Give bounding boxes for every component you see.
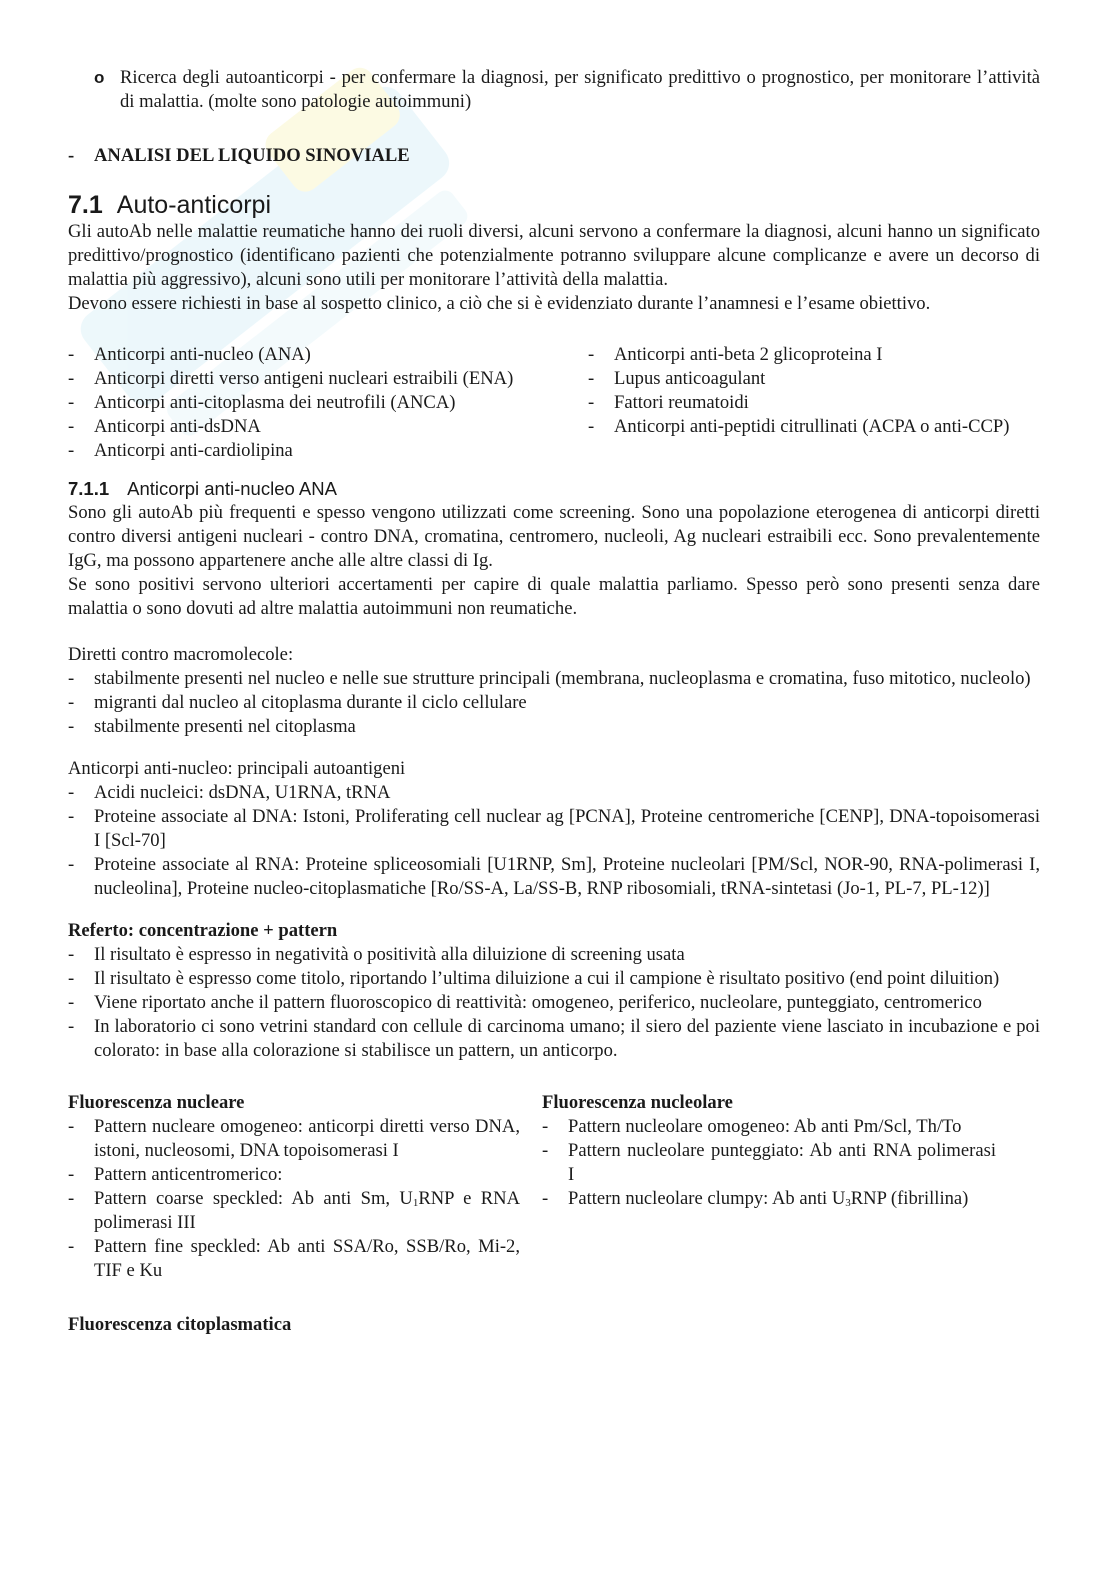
list-item: - Acidi nucleici: dsDNA, U1RNA, tRNA bbox=[68, 781, 1040, 805]
referto-rest: : concentrazione + pattern bbox=[127, 920, 338, 941]
analysis-list bbox=[68, 144, 1040, 168]
item-text: RNP e RNA polimerasi III bbox=[94, 1188, 521, 1233]
macro-list bbox=[68, 667, 1040, 739]
subscript: 3 bbox=[845, 1197, 851, 1209]
subsection-number: 7.1.1 bbox=[68, 478, 110, 499]
list-item: - Lupus anticoagulant bbox=[588, 367, 1040, 391]
subsection-title: Anticorpi anti-nucleo ANA bbox=[127, 478, 337, 499]
section-paragraph: Gli autoAb nelle malattie reumatiche hanno dei ruoli diversi, alcuni servono a confermare la diagnosi, alcuni hanno un significato predittivo/prognostico (identificano pazienti che potenzialmente potranno sviluppare alcune complicanze e avere un decorso di malattia più aggressivo), alcuni sono utili per monitorare l’attività della malattia. bbox=[68, 221, 1040, 290]
list-item: - Anticorpi anti-peptidi citrullinati (ACPA o anti-CCP) bbox=[588, 415, 1040, 439]
list-item: - stabilmente presenti nel citoplasma bbox=[68, 715, 1040, 739]
item-text: Pattern coarse speckled: Ab anti Sm, U bbox=[94, 1188, 413, 1209]
nucleolar-list bbox=[542, 1115, 996, 1211]
macro-intro: Diretti contro macromolecole: bbox=[68, 644, 294, 665]
nucleolar-fluorescence bbox=[542, 1091, 1040, 1283]
list-item: - Il risultato è espresso come titolo, riportando l’ultima diluizione a cui il campione è risultato positivo (end point diluition) bbox=[68, 967, 1040, 991]
list-item: - Fattori reumatoidi bbox=[588, 391, 1040, 415]
antibody-list-right bbox=[588, 343, 1040, 463]
bullet-marker: o bbox=[94, 68, 105, 87]
referto-label: Referto bbox=[68, 920, 128, 941]
referto-heading bbox=[68, 919, 1040, 943]
bullet-text: Ricerca degli autoanticorpi - per confermare la diagnosi, per significato predittivo o prognostico, per monitorare l’attività di malattia. (molte sono patologie autoimmuni) bbox=[120, 67, 1040, 112]
analysis-heading: - ANALISI DEL LIQUIDO SINOVIALE bbox=[68, 144, 1040, 168]
list-item: - In laboratorio ci sono vetrini standard con cellule di carcinoma umano; il siero del paziente viene lasciato in incubazione e poi colorato: in base alla colorazione si stabilisce un pattern, un anticorpo. bbox=[68, 1015, 1040, 1063]
list-item: - stabilmente presenti nel nucleo e nelle sue strutture principali (membrana, nucleoplasma e cromatina, fuso mitotico, nucleolo) bbox=[68, 667, 1040, 691]
nuclear-title: Fluorescenza nucleare bbox=[68, 1092, 245, 1113]
antibody-list-left bbox=[68, 343, 520, 463]
list-item: - Anticorpi anti-dsDNA bbox=[68, 415, 520, 439]
list-item: - migranti dal nucleo al citoplasma durante il ciclo cellulare bbox=[68, 691, 1040, 715]
section-title: Auto-anticorpi bbox=[116, 191, 272, 219]
list-item: - Anticorpi anti-citoplasma dei neutrofili (ANCA) bbox=[68, 391, 520, 415]
section-heading-7-1 bbox=[68, 190, 1040, 220]
list-item: - Proteine associate al DNA: Istoni, Proliferating cell nuclear ag [PCNA], Proteine centromeriche [CENP], DNA-topoisomerasi I [Scl-70] bbox=[68, 805, 1040, 853]
fluorescence-columns bbox=[68, 1091, 1040, 1283]
list-item: - Pattern nucleolare punteggiato: Ab anti RNA polimerasi I bbox=[542, 1139, 996, 1187]
antibody-columns bbox=[68, 343, 1040, 463]
item-text: RNP (fibrillina) bbox=[850, 1188, 969, 1209]
list-item: - Viene riportato anche il pattern fluoroscopico di reattività: omogeneo, periferico, nucleolare, punteggiato, centromerico bbox=[68, 991, 1040, 1015]
list-item: - Proteine associate al RNA: Proteine spliceosomiali [U1RNP, Sm], Proteine nucleolari [PM/Scl, NOR-90, RNA-polimerasi I, nucleolina], Proteine nucleo-citoplasmatiche [Ro/SS-A, La/SS-B, RNP ribosomiali, tRNA-sintetasi (Jo-1, PL-7, PL-12)] bbox=[68, 853, 1040, 901]
list-item bbox=[542, 1187, 996, 1211]
section-paragraph: Devono essere richiesti in base al sospetto clinico, a ciò che si è evidenziato durante l’anamnesi e l’esame obiettivo. bbox=[68, 293, 931, 314]
antigens-list bbox=[68, 781, 1040, 901]
list-item: - Pattern fine speckled: Ab anti SSA/Ro, SSB/Ro, Mi-2, TIF e Ku bbox=[68, 1235, 520, 1283]
subscript: 1 bbox=[412, 1197, 419, 1209]
list-item: - Anticorpi anti-cardiolipina bbox=[68, 439, 520, 463]
antigens-intro: Anticorpi anti-nucleo: principali autoantigeni bbox=[68, 758, 406, 779]
list-item: - Il risultato è espresso in negatività o positività alla diluizione di screening usata bbox=[68, 943, 1040, 967]
nuclear-fluorescence bbox=[68, 1091, 520, 1283]
list-item bbox=[68, 1187, 520, 1235]
list-item: - Anticorpi anti-beta 2 glicoproteina I bbox=[588, 343, 1040, 367]
list-item: - Anticorpi diretti verso antigeni nucleari estraibili (ENA) bbox=[68, 367, 520, 391]
list-item: - Anticorpi anti-nucleo (ANA) bbox=[68, 343, 520, 367]
subsection-paragraph: Sono gli autoAb più frequenti e spesso vengono utilizzati come screening. Sono una popolazione eterogenea di anticorpi diretti contro diversi antigeni nucleari - contro DNA, cromatina, centromero, nucleoli, Ag nucleari estraibili ecc. Sono prevalentemente IgG, ma possono appartenere anche alle altre classi di Ig. bbox=[68, 502, 1040, 571]
cytoplasmic-title: Fluorescenza citoplasmatica bbox=[68, 1314, 292, 1335]
subsection-paragraph: Se sono positivi servono ulteriori accertamenti per capire di quale malattia parliamo. Spesso però sono presenti senza dare malattia o sono dovuti ad altre malattia autoimmuni non reumatiche. bbox=[68, 574, 1040, 619]
referto-list bbox=[68, 943, 1040, 1063]
nucleolar-title: Fluorescenza nucleolare bbox=[542, 1092, 733, 1113]
document-page bbox=[68, 66, 1040, 1337]
section-number: 7.1 bbox=[68, 191, 103, 219]
list-item: - Pattern nucleolare omogeneo: Ab anti Pm/Scl, Th/To bbox=[542, 1115, 996, 1139]
item-text: Pattern nucleolare clumpy: Ab anti U bbox=[568, 1188, 846, 1209]
autoantibody-bullet bbox=[68, 66, 1040, 114]
subsection-heading-7-1-1 bbox=[68, 477, 1040, 501]
list-item: - Pattern anticentromerico: bbox=[68, 1163, 520, 1187]
list-item: - Pattern nucleare omogeneo: anticorpi diretti verso DNA, istoni, nucleosomi, DNA topoisomerasi I bbox=[68, 1115, 520, 1163]
nuclear-list bbox=[68, 1115, 520, 1283]
